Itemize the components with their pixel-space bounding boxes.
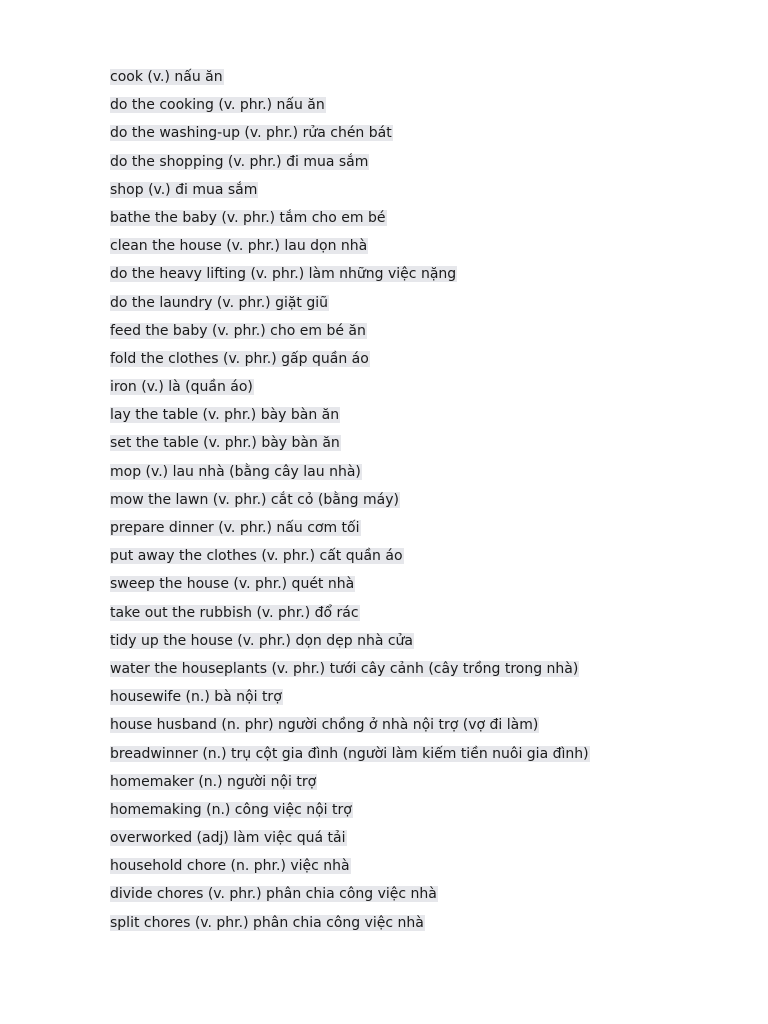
vocab-item: do the laundry (v. phr.) giặt giũ — [110, 294, 329, 311]
vocab-item: homemaker (n.) người nội trợ — [110, 773, 317, 790]
vocabulary-list — [110, 66, 730, 940]
vocab-item: sweep the house (v. phr.) quét nhà — [110, 576, 355, 593]
vocab-item: do the shopping (v. phr.) đi mua sắm — [110, 153, 369, 170]
vocab-item: do the heavy lifting (v. phr.) làm những việc nặng — [110, 266, 457, 283]
vocab-item: fold the clothes (v. phr.) gấp quần áo — [110, 350, 369, 367]
vocab-item: divide chores (v. phr.) phân chia công việc nhà — [110, 886, 437, 903]
vocab-item: mop (v.) lau nhà (bằng cây lau nhà) — [110, 463, 361, 480]
vocab-item: prepare dinner (v. phr.) nấu cơm tối — [110, 520, 360, 536]
vocab-item: lay the table (v. phr.) bày bàn ăn — [110, 407, 340, 424]
vocab-item: water the houseplants (v. phr.) tưới cây cảnh (cây trồng trong nhà) — [110, 660, 579, 677]
vocab-item: take out the rubbish (v. phr.) đổ rác — [110, 604, 359, 621]
vocab-item: do the washing-up (v. phr.) rửa chén bát — [110, 125, 392, 142]
vocab-item: feed the baby (v. phr.) cho em bé ăn — [110, 322, 366, 339]
vocab-item: housewife (n.) bà nội trợ — [110, 689, 282, 706]
vocab-item: set the table (v. phr.) bày bàn ăn — [110, 435, 340, 452]
vocab-item: clean the house (v. phr.) lau dọn nhà — [110, 238, 368, 255]
vocab-item: cook (v.) nấu ăn — [110, 69, 223, 85]
vocab-item: do the cooking (v. phr.) nấu ăn — [110, 97, 325, 114]
vocab-item: homemaking (n.) công việc nội trợ — [110, 801, 352, 818]
vocab-item: mow the lawn (v. phr.) cắt cỏ (bằng máy) — [110, 491, 399, 508]
vocab-item: household chore (n. phr.) việc nhà — [110, 858, 350, 875]
vocab-item: put away the clothes (v. phr.) cất quần áo — [110, 548, 403, 565]
vocab-item: breadwinner (n.) trụ cột gia đình (người làm kiếm tiền nuôi gia đình) — [110, 745, 589, 762]
vocab-item: overworked (adj) làm việc quá tải — [110, 830, 346, 847]
document-page — [110, 66, 730, 940]
vocab-item: shop (v.) đi mua sắm — [110, 181, 258, 198]
vocab-item: house husband (n. phr) người chồng ở nhà nội trợ (vợ đi làm) — [110, 717, 539, 734]
vocab-item: bathe the baby (v. phr.) tắm cho em bé — [110, 209, 386, 226]
vocab-item: iron (v.) là (quần áo) — [110, 379, 253, 396]
vocab-item: tidy up the house (v. phr.) dọn dẹp nhà cửa — [110, 632, 413, 649]
vocab-item: split chores (v. phr.) phân chia công việc nhà — [110, 914, 424, 931]
